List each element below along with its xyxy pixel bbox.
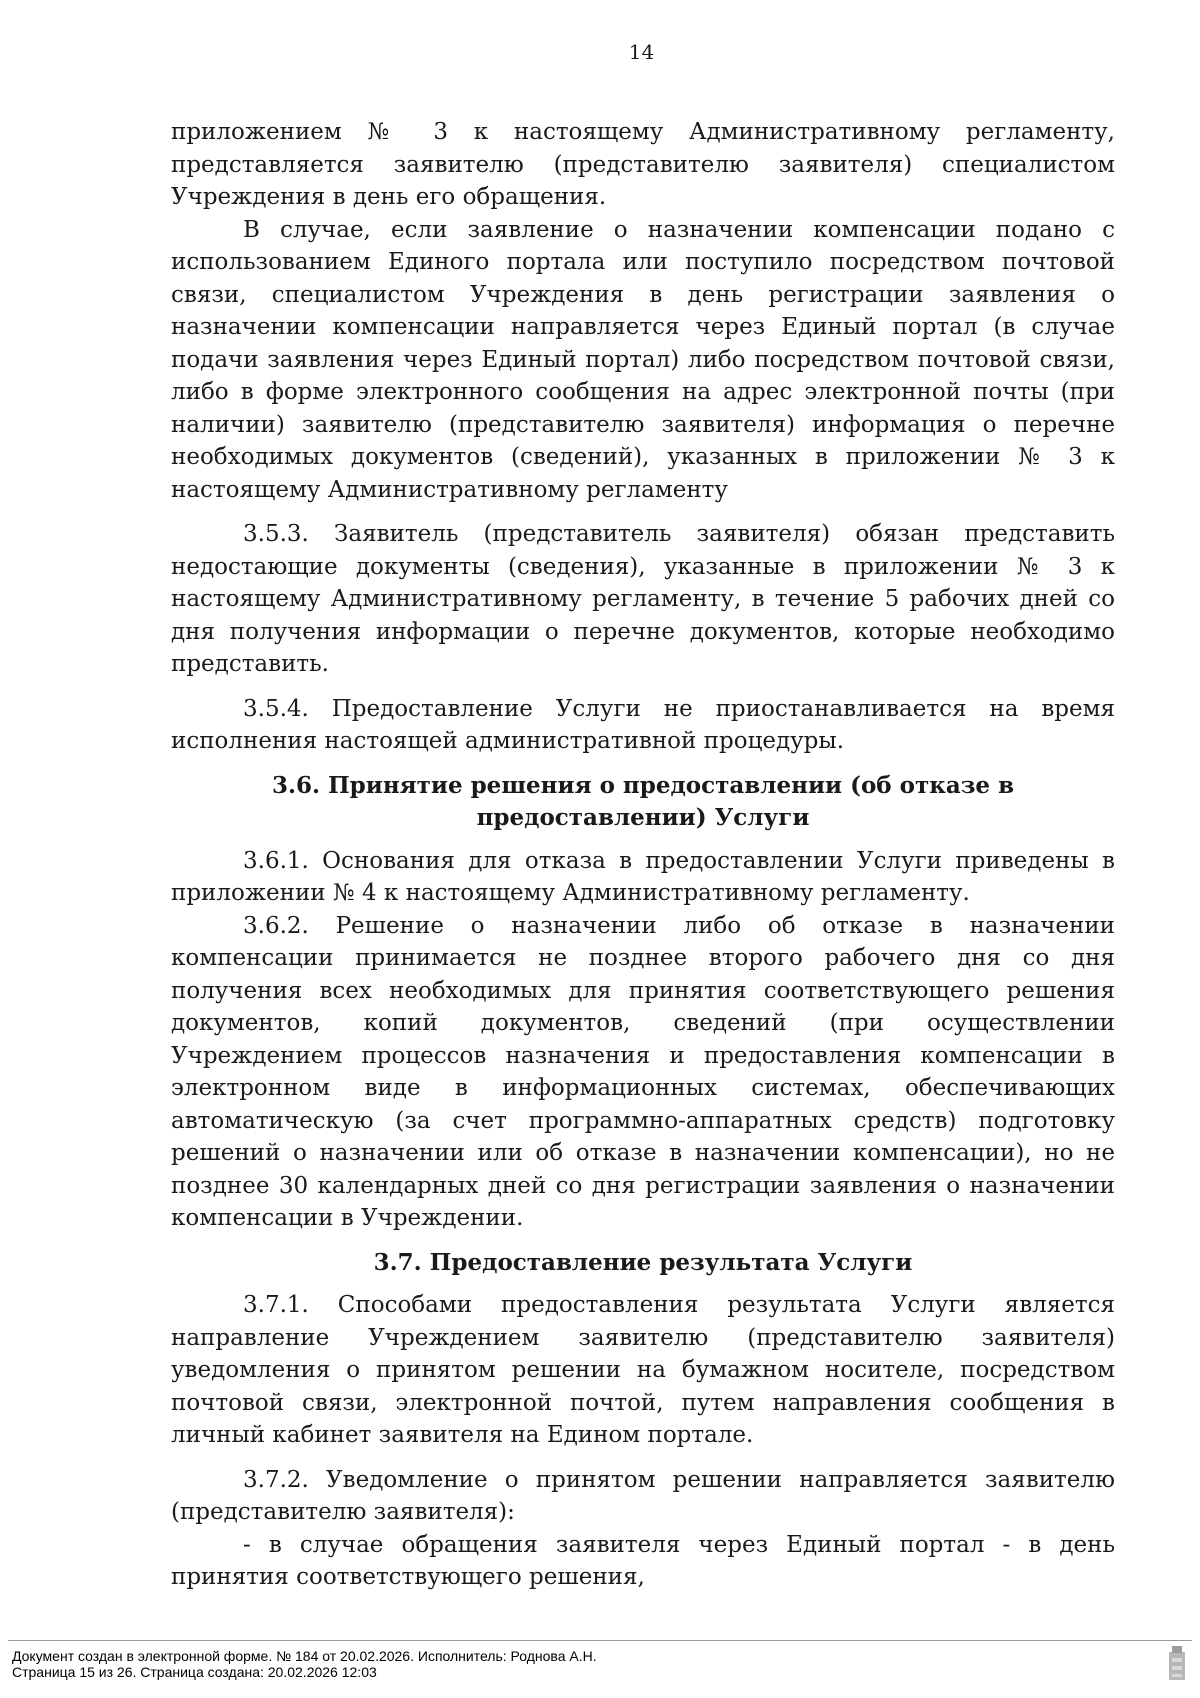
- paragraph: приложением № 3 к настоящему Административному регламенту, представляется заявителю (представителю заявителя) специалистом Учреждения в день его обращения.: [171, 119, 1115, 210]
- list-item: - в случае обращения заявителя через Единый портал - в день принятия соответствующего решения,: [171, 1531, 1115, 1590]
- section-heading-3-7: 3.7. Предоставление результата Услуги: [373, 1248, 913, 1276]
- footer-line-document: Документ создан в электронной форме. № 184 от 20.02.2026. Исполнитель: Роднова А.Н.: [12, 1648, 597, 1664]
- footer-line-page: Страница 15 из 26. Страница создана: 20.02.2026 12:03: [12, 1664, 377, 1680]
- paragraph-3-7-1: 3.7.1. Способами предоставления результата Услуги является направление Учреждением заявителю (представителю заявителя) уведомления о принятом решении на бумажном носителе, посредством почтовой связи, электронной почтой, путем направления сообщения в личный кабинет заявителя на Едином портале.: [171, 1292, 1115, 1448]
- footer-divider: [8, 1640, 1192, 1641]
- paragraph-3-5-3: 3.5.3. Заявитель (представитель заявителя) обязан представить недостающие документы (сведения), указанные в приложении № 3 к настоящему Административному регламенту, в течение 5 рабочих дней со дня получения информации о перечне документов, которые необходимо представить.: [171, 521, 1115, 677]
- document-body: [171, 116, 1115, 1594]
- document-footer: [12, 1648, 597, 1680]
- paragraph-3-6-2: 3.6.2. Решение о назначении либо об отказе в назначении компенсации принимается не позднее второго рабочего дня со дня получения всех необходимых для принятия соответствующего решения документов, копий документов, сведений (при осуществлении Учреждением процессов назначения и предоставления компенсации в электронном виде в информационных системах, обеспечивающих автоматическую (за счет программно-аппаратных средств) подготовку решений о назначении или об отказе в назначении компенсации), но не позднее 30 календарных дней со дня регистрации заявления о назначении компенсации в Учреждении.: [171, 912, 1115, 1231]
- paragraph: В случае, если заявление о назначении компенсации подано с использованием Единого портала или поступило посредством почтовой связи, специалистом Учреждения в день регистрации заявления о назначении компенсации направляется через Единый портал (в случае подачи заявления через Единый портал) либо посредством почтовой связи, либо в форме электронного сообщения на адрес электронной почты (при наличии) заявителю (представителю заявителя) информация о перечне необходимых документов (сведений), указанных в приложении № 3 к настоящему Административному регламенту: [171, 216, 1115, 503]
- paragraph-3-7-2: 3.7.2. Уведомление о принятом решении направляется заявителю (представителю заявителя):: [171, 1466, 1115, 1525]
- page-number: 14: [628, 40, 655, 64]
- paragraph-3-5-4: 3.5.4. Предоставление Услуги не приостанавливается на время исполнения настоящей административной процедуры.: [171, 695, 1115, 754]
- emblem-icon: [1166, 1644, 1188, 1684]
- paragraph-3-6-1: 3.6.1. Основания для отказа в предоставлении Услуги приведены в приложении № 4 к настоящему Административному регламенту.: [171, 847, 1115, 906]
- section-heading-3-6: 3.6. Принятие решения о предоставлении (об отказе в предоставлении) Услуги: [271, 771, 1015, 831]
